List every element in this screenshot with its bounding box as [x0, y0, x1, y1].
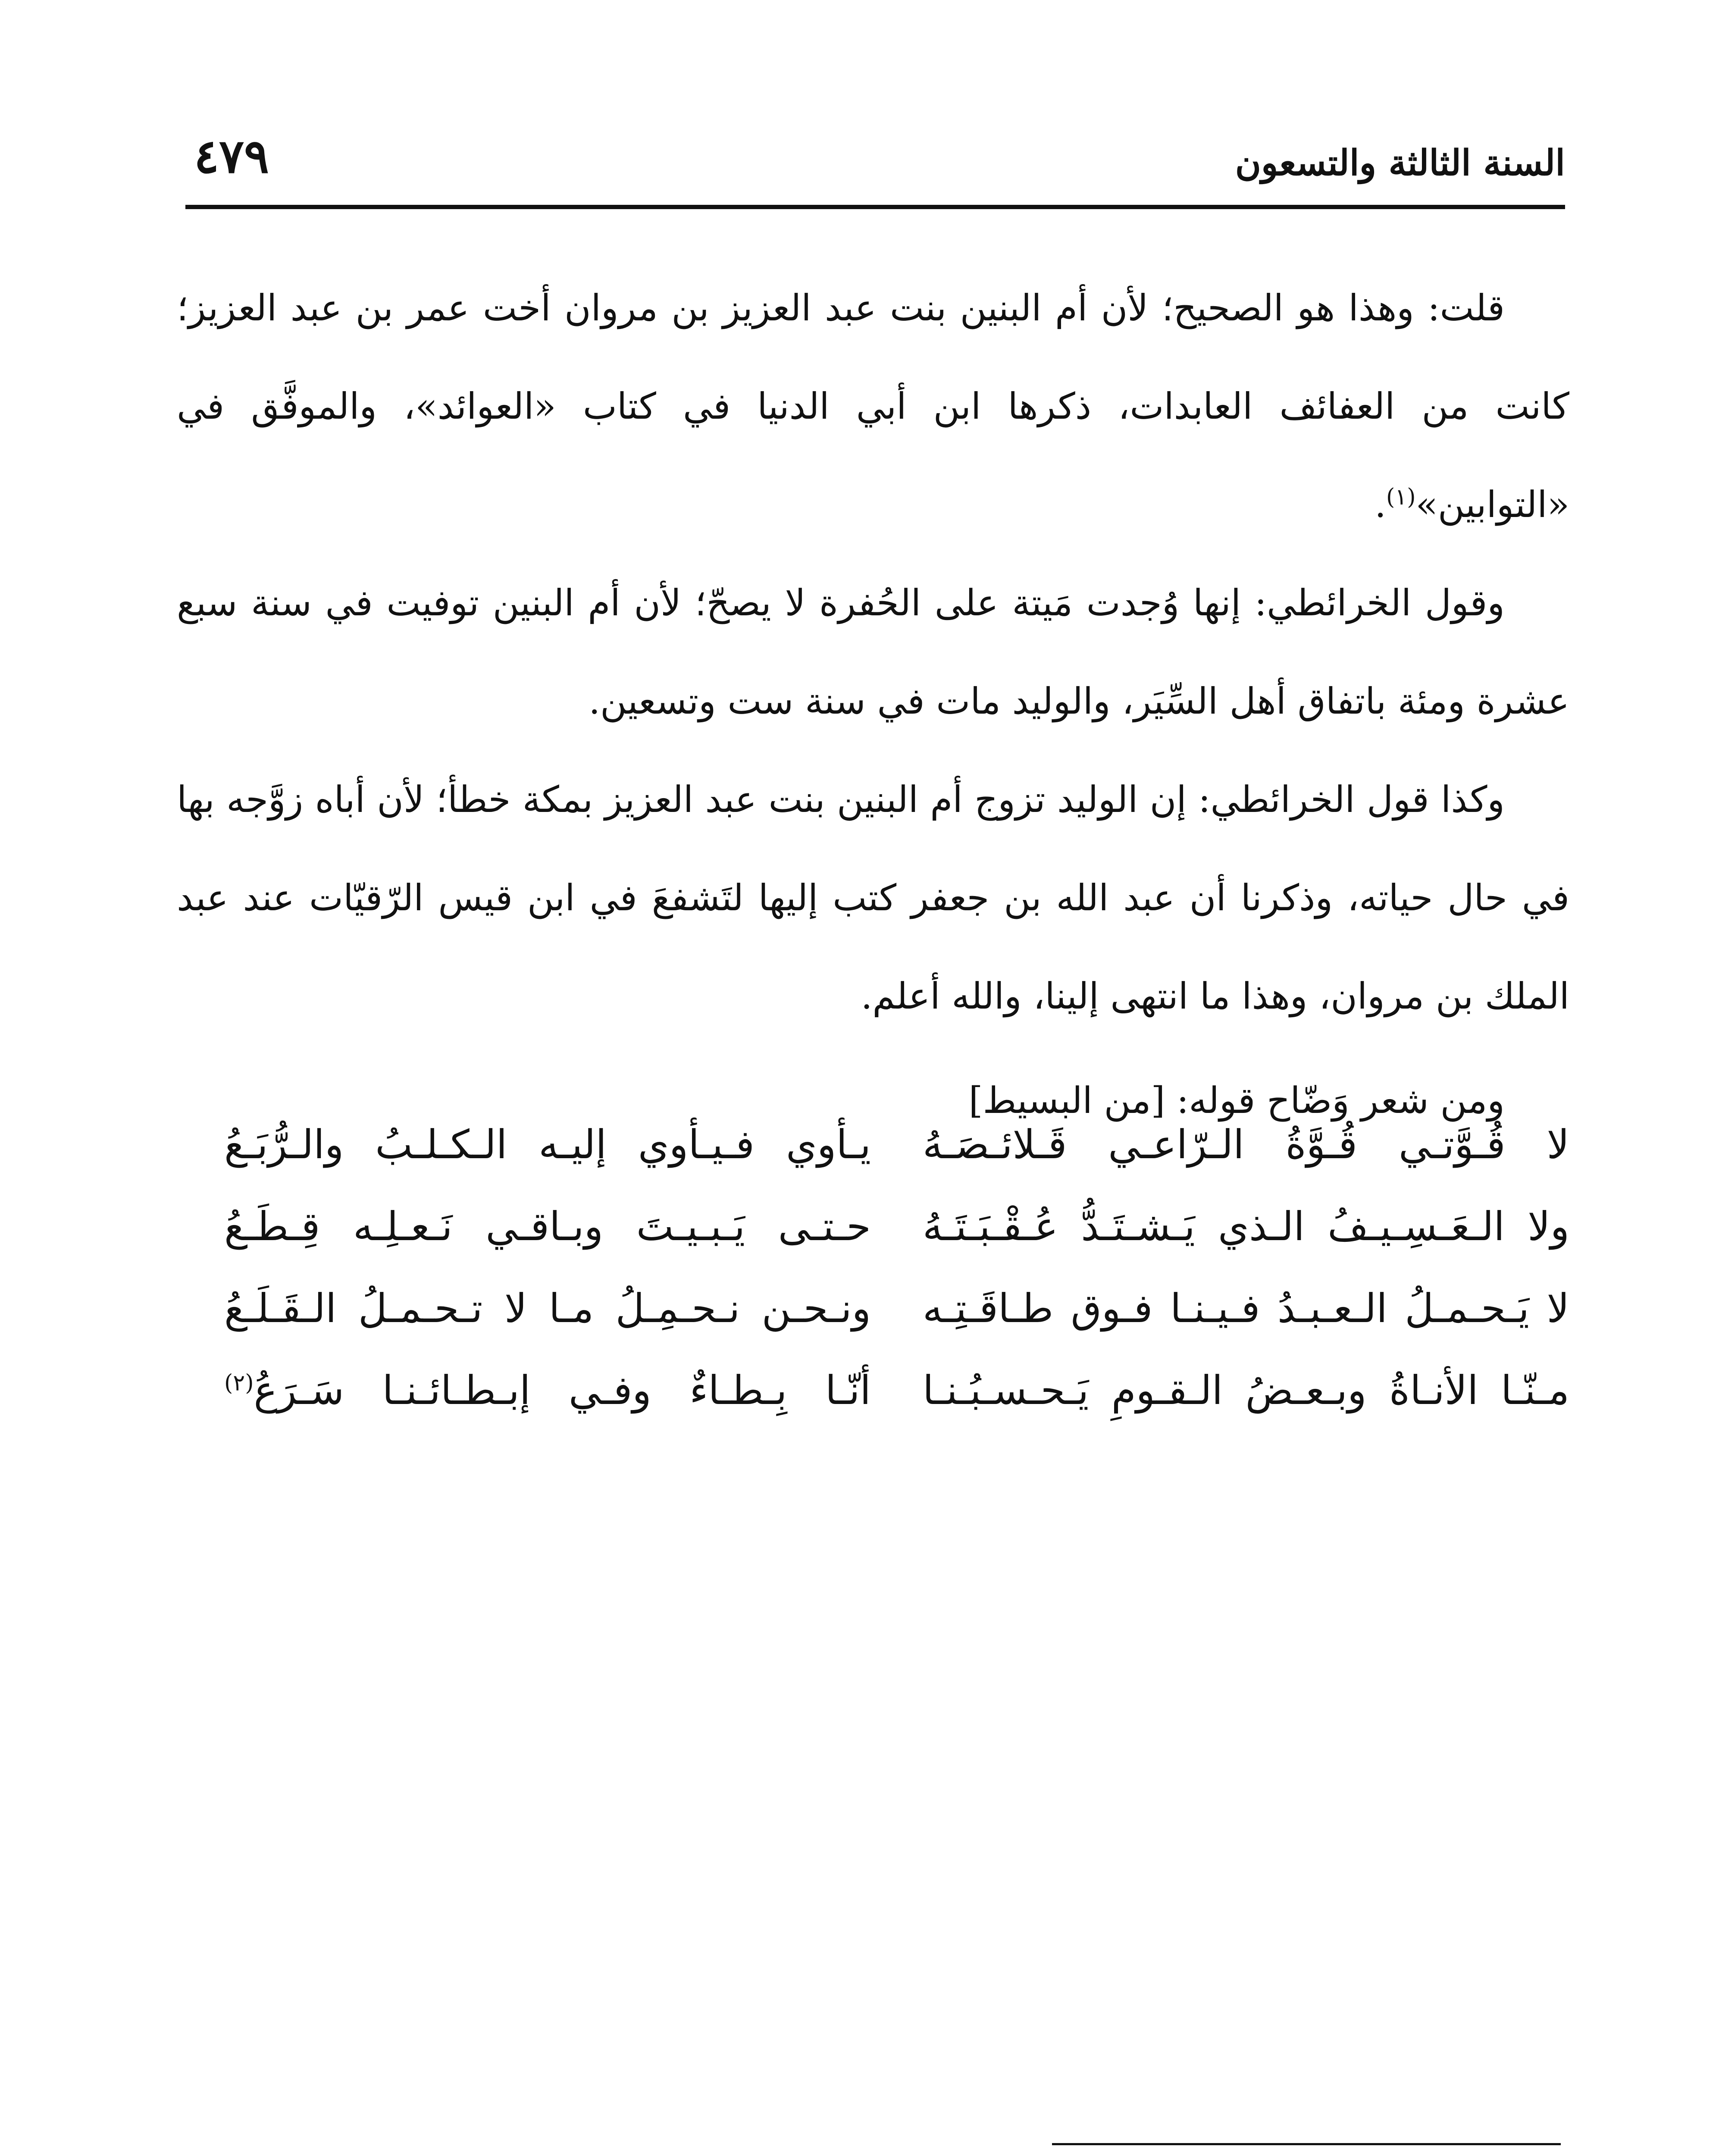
main-text: [177, 259, 1569, 1150]
paragraph-1-end: .: [1375, 483, 1386, 526]
verse-first-hemistich: ولا الـعَـسِـيـفُ الـذي يَـشـتَـدُّ عُـقْـبَـتَـهُ: [923, 1203, 1569, 1250]
running-title: السنة الثالثة والتسعون: [1235, 142, 1565, 184]
paragraph-1: [177, 259, 1569, 554]
poem-verse: [177, 1350, 1569, 1432]
footnote-separator: [1052, 2143, 1561, 2145]
page-number: ٤٧٩: [194, 129, 269, 184]
paragraph-2: وقول الخرائطي: إنها وُجدت مَيتة على الحُفرة لا يصحّ؛ لأن أم البنين توفيت في سنة سبع عشرة ومئة باتفاق أهل السِّيَر، والوليد مات في سنة ست وتسعين.: [177, 582, 1569, 722]
verse-second-hemistich: ونـحـن نـحـمِـلُ مـا لا تـحـمـلُ الـقَـلَـعُ: [224, 1285, 871, 1332]
header-rule: [185, 205, 1565, 209]
verse-second-hemistich: يـأوي فـيـأوي إليـه الـكـلـبُ والـرُّبَـعُ: [224, 1122, 871, 1168]
footnote-ref-2: (٢): [224, 1370, 254, 1396]
verse-second-hemistich-text: أنّـا بِـطـاءٌ وفـي إبـطـائـنـا سَـرَعُ: [254, 1367, 871, 1413]
verse-first-hemistich: مـنّـا الأنـاةُ وبـعـضُ الـقـومِ يَـحـسـبُـنـا: [923, 1367, 1569, 1413]
poem-verse: [177, 1186, 1569, 1268]
poem-verse: [177, 1268, 1569, 1350]
verse-first-hemistich: لا قُـوَّتـي قُـوَّةُ الـرّاعـي قَـلائـصَـهُ: [923, 1122, 1569, 1168]
verse-first-hemistich: لا يَـحـمـلُ الـعـبـدُ فـيـنـا فـوق طـاقَـتِـه: [923, 1285, 1569, 1332]
paragraph-3: وكذا قول الخرائطي: إن الوليد تزوج أم البنين بنت عبد العزيز بمكة خطأ؛ لأن أباه زوَّجه بها في حال حياته، وذكرنا أن عبد الله بن جعفر كتب إليها لتَشفعَ في ابن قيس الرّقيّات عند عبد الملك بن مروان، وهذا ما انتهى إلينا، والله أعلم.: [177, 778, 1569, 1017]
verse-second-hemistich: [224, 1350, 871, 1432]
poem: [177, 1104, 1569, 1432]
poem-verse: [177, 1104, 1569, 1186]
page-header: [185, 112, 1565, 216]
footnote-ref-1: (١): [1386, 484, 1416, 510]
poem-intro: ومن شعر وَضّاح قوله: [من البسيط]: [968, 1079, 1505, 1122]
paragraph-1-text: قلت: وهذا هو الصحيح؛ لأن أم البنين بنت عبد العزيز بن مروان أخت عمر بن عبد العزيز؛ كانت من العفائف العابدات، ذكرها ابن أبي الدنيا في كتاب «العوائد»، والموفَّق في «التوابين»: [177, 287, 1569, 526]
verse-second-hemistich: حـتـى يَـبـيـتَ وبـاقـي نَـعـلِـه قِـطَـعُ: [224, 1203, 871, 1250]
